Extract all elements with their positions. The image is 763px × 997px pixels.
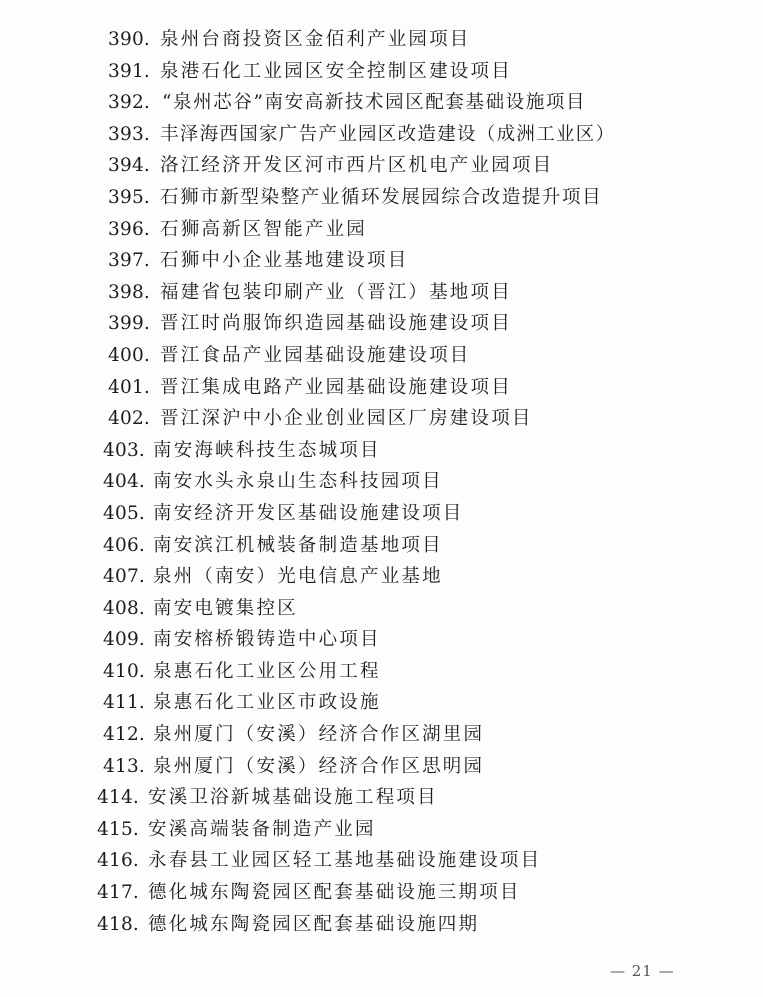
- item-number: 402.: [108, 408, 150, 430]
- list-item: [0, 687, 763, 719]
- item-text: 德化城东陶瓷园区配套基础设施三期项目: [148, 882, 521, 904]
- item-text: 安溪高端装备制造产业园: [148, 818, 376, 840]
- item-number: 418.: [97, 913, 139, 935]
- item-text: 洛江经济开发区河市西片区机电产业园项目: [160, 155, 554, 177]
- item-text: 永春县工业园区轻工基地基础设施建设项目: [148, 850, 542, 872]
- item-number: 417.: [97, 882, 139, 904]
- item-text: 泉州（南安）光电信息产业基地: [153, 566, 443, 588]
- list-item: [0, 87, 763, 119]
- item-text: 泉港石化工业园区安全控制区建设项目: [160, 60, 512, 82]
- item-number: 391.: [108, 60, 150, 82]
- list-item: [0, 119, 763, 151]
- item-text: 泉州台商投资区金佰利产业园项目: [160, 29, 471, 50]
- item-number: 394.: [108, 155, 150, 177]
- item-number: 398.: [108, 281, 150, 303]
- list-item: [0, 277, 763, 309]
- item-text: 晋江集成电路产业园基础设施建设项目: [160, 376, 512, 398]
- item-text: 石狮高新区智能产业园: [160, 218, 368, 240]
- project-list: [0, 24, 763, 940]
- list-item: [0, 719, 763, 751]
- item-number: 416.: [97, 850, 139, 872]
- item-number: 397.: [108, 250, 150, 272]
- item-text: 晋江食品产业园基础设施建设项目: [160, 344, 471, 366]
- item-number: 405.: [103, 502, 145, 524]
- item-number: 401.: [108, 376, 150, 398]
- list-item: [0, 150, 763, 182]
- item-number: 415.: [97, 818, 139, 840]
- item-number: 393.: [108, 123, 150, 145]
- item-text: 南安榕桥锻铸造中心项目: [153, 629, 381, 651]
- item-text: 南安经济开发区基础设施建设项目: [153, 502, 464, 524]
- list-item: [0, 751, 763, 783]
- list-item: [0, 498, 763, 530]
- list-item: [0, 372, 763, 404]
- item-number: 413.: [103, 755, 145, 777]
- item-text: 晋江深沪中小企业创业园区厂房建设项目: [160, 408, 533, 430]
- item-text: 德化城东陶瓷园区配套基础设施四期: [148, 913, 480, 935]
- item-number: 406.: [103, 534, 145, 556]
- item-number: 408.: [103, 597, 145, 619]
- list-item: [0, 782, 763, 814]
- list-item: [0, 561, 763, 593]
- list-item: [0, 340, 763, 372]
- list-item: [0, 466, 763, 498]
- item-text: 石狮市新型染整产业循环发展园综合改造提升项目: [160, 186, 603, 208]
- item-number: 404.: [103, 471, 145, 493]
- item-text: 泉州厦门（安溪）经济合作区湖里园: [153, 724, 485, 746]
- item-text: 泉州厦门（安溪）经济合作区思明园: [153, 755, 485, 777]
- list-item: [0, 182, 763, 214]
- item-text: 丰泽海西国家广告产业园区改造建设（成洲工业区）: [160, 123, 616, 145]
- item-text: 南安海峡科技生态城项目: [153, 439, 381, 461]
- list-item: [0, 530, 763, 562]
- page-number: — 21 —: [610, 962, 675, 980]
- item-number: 399.: [108, 313, 150, 335]
- list-item: [0, 656, 763, 688]
- list-item: [0, 593, 763, 625]
- item-text: 南安水头永泉山生态科技园项目: [153, 471, 443, 493]
- list-item: [0, 56, 763, 88]
- item-number: 392.: [108, 92, 150, 114]
- list-item: [0, 624, 763, 656]
- item-number: 414.: [97, 787, 139, 809]
- list-item: [0, 814, 763, 846]
- list-item: [0, 845, 763, 877]
- item-text: 晋江时尚服饰织造园基础设施建设项目: [160, 313, 512, 335]
- list-item: [0, 214, 763, 246]
- list-item: [0, 909, 763, 941]
- item-number: 403.: [103, 439, 145, 461]
- item-text: 安溪卫浴新城基础设施工程项目: [148, 787, 438, 809]
- item-text: 石狮中小企业基地建设项目: [160, 250, 409, 272]
- list-item: [0, 245, 763, 277]
- item-number: 409.: [103, 629, 145, 651]
- list-item: [0, 435, 763, 467]
- item-text: 泉惠石化工业区市政设施: [153, 692, 381, 714]
- item-number: 412.: [103, 724, 145, 746]
- item-number: 410.: [103, 660, 145, 682]
- item-number: 390.: [108, 29, 150, 50]
- list-item: [0, 877, 763, 909]
- item-number: 400.: [108, 344, 150, 366]
- list-item: [0, 308, 763, 340]
- item-text: 南安滨江机械装备制造基地项目: [153, 534, 443, 556]
- item-number: 411.: [103, 692, 145, 714]
- item-text: 南安电镀集控区: [153, 597, 298, 619]
- list-item: [0, 403, 763, 435]
- item-number: 395.: [108, 186, 150, 208]
- item-text: 泉惠石化工业区公用工程: [153, 660, 381, 682]
- item-number: 407.: [103, 566, 145, 588]
- list-item: [0, 24, 763, 56]
- item-text: “泉州芯谷”南安高新技术园区配套基础设施项目: [162, 92, 587, 114]
- item-text: 福建省包装印刷产业（晋江）基地项目: [160, 281, 512, 303]
- item-number: 396.: [108, 218, 150, 240]
